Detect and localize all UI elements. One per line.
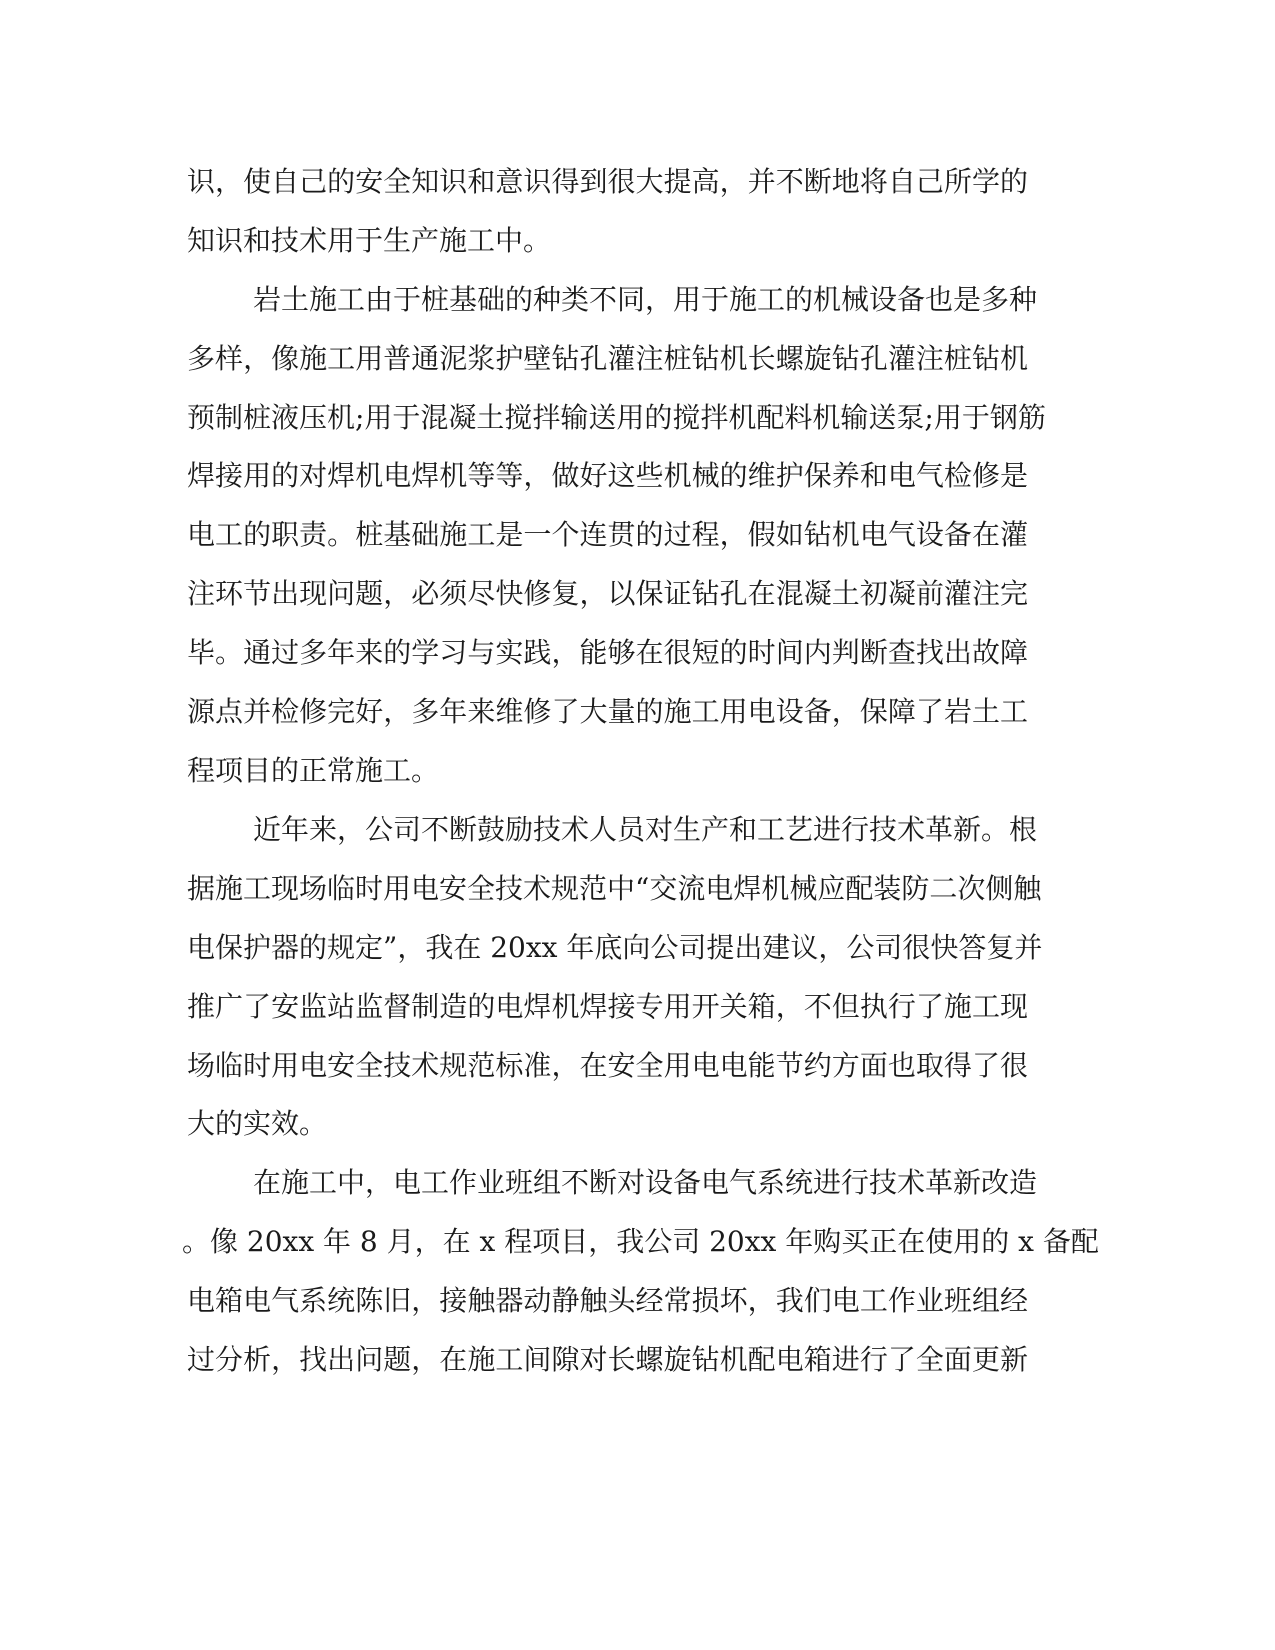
paragraph-first-line: 在施工中，电工作业班组不断对设备电气系统进行技术革新改造 [253, 1166, 1038, 1199]
text-line: 。像 20xx 年 8 月，在 x 程项目，我公司 20xx 年购买正在使用的 x 备配 [182, 1225, 1099, 1258]
text-line: 推广了安监站监督制造的电焊机焊接专用开关箱，不但执行了施工现 [187, 990, 1028, 1023]
paragraph-first-line: 岩土施工由于桩基础的种类不同，用于施工的机械设备也是多种 [253, 283, 1038, 316]
text-line: 注环节出现问题，必须尽快修复，以保证钻孔在混凝土初凝前灌注完 [187, 577, 1028, 610]
text-line: 电工的职责。桩基础施工是一个连贯的过程，假如钻机电气设备在灌 [187, 518, 1028, 551]
text-line: 知识和技术用于生产施工中。 [187, 224, 552, 257]
text-line: 预制桩液压机;用于混凝土搅拌输送用的搅拌机配料机输送泵;用于钢筋 [187, 401, 1046, 434]
text-line: 识，使自己的安全知识和意识得到很大提高，并不断地将自己所学的 [187, 165, 1028, 198]
text-line: 源点并检修完好，多年来维修了大量的施工用电设备，保障了岩土工 [187, 695, 1028, 728]
text-line: 电保护器的规定”，我在 20xx 年底向公司提出建议，公司很快答复并 [187, 931, 1043, 964]
text-line: 大的实效。 [187, 1107, 328, 1140]
text-line: 场临时用电安全技术规范标准，在安全用电电能节约方面也取得了很 [187, 1049, 1028, 1082]
text-line: 毕。通过多年来的学习与实践，能够在很短的时间内判断查找出故障 [187, 636, 1028, 669]
text-line: 电箱电气系统陈旧，接触器动静触头经常损坏，我们电工作业班组经 [187, 1284, 1028, 1317]
text-line: 据施工现场临时用电安全技术规范中“交流电焊机械应配装防二次侧触 [187, 872, 1042, 905]
text-line: 程项目的正常施工。 [187, 754, 440, 787]
text-line: 多样，像施工用普通泥浆护壁钻孔灌注桩钻机长螺旋钻孔灌注桩钻机 [187, 342, 1028, 375]
paragraph-first-line: 近年来，公司不断鼓励技术人员对生产和工艺进行技术革新。根 [253, 813, 1038, 846]
text-line: 过分析，找出问题，在施工间隙对长螺旋钻机配电箱进行了全面更新 [187, 1343, 1028, 1376]
text-line: 焊接用的对焊机电焊机等等，做好这些机械的维护保养和电气检修是 [187, 459, 1028, 492]
